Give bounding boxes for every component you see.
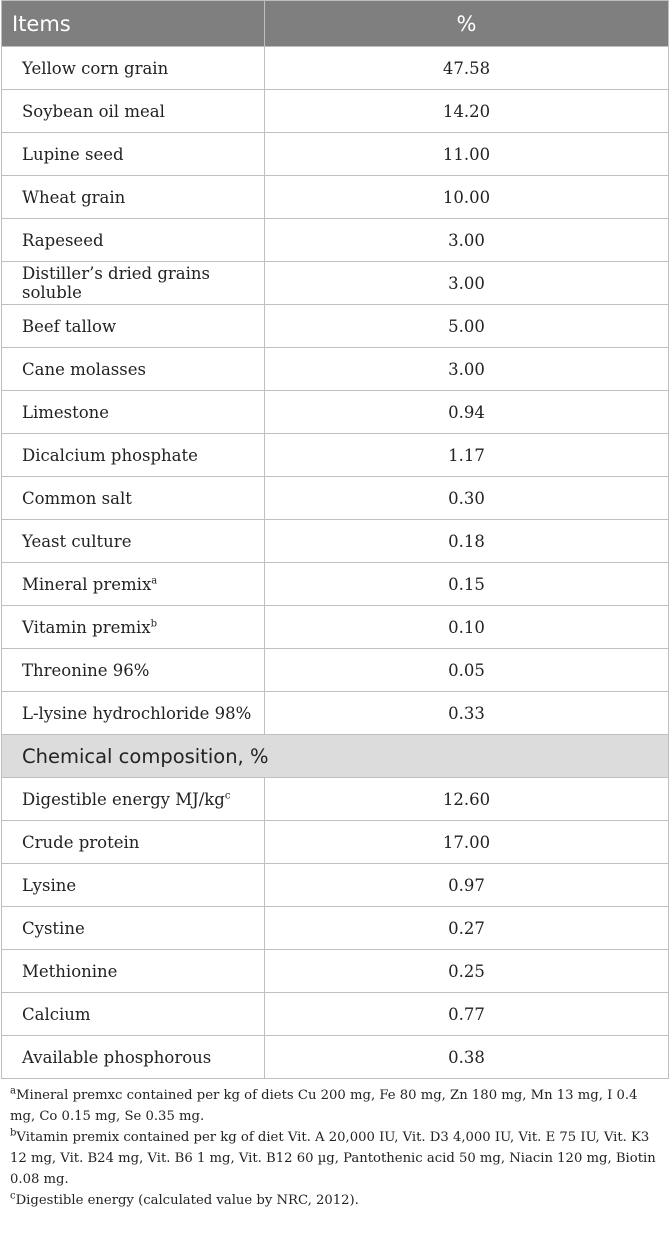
footnote-text: Vitamin premix contained per kg of diet Vit. A 20,000 IU, Vit. D3 4,000 IU, Vit. E 75 IU, Vit. K3 12 mg, Vit. B24 mg, Vit. B6 1 mg, Vit. B12 60 µg, Pantothenic acid 50 mg, Niacin 120 mg, Biotin 0.08 mg. (10, 1130, 656, 1187)
row-label-text: Limestone (22, 402, 110, 422)
row-value: 47.58 (265, 47, 669, 90)
footnote-mark: a (10, 1085, 16, 1097)
row-label-text: Beef tallow (22, 316, 117, 336)
row-label-text: Digestible energy MJ/kg (22, 789, 225, 809)
row-label-text: Wheat grain (22, 187, 126, 207)
row-label (2, 305, 265, 348)
row-value: 0.38 (265, 1036, 669, 1079)
section-title: Chemical composition, % (2, 735, 669, 778)
row-label (2, 219, 265, 262)
row-label-text: Calcium (22, 1004, 91, 1024)
table-row (2, 1036, 669, 1079)
row-value: 0.97 (265, 864, 669, 907)
table-row (2, 90, 669, 133)
table-row (2, 778, 669, 821)
row-value: 0.05 (265, 649, 669, 692)
row-label (2, 993, 265, 1036)
row-value: 0.27 (265, 907, 669, 950)
row-value: 10.00 (265, 176, 669, 219)
row-label (2, 434, 265, 477)
row-value: 5.00 (265, 305, 669, 348)
composition-rows (2, 778, 669, 1079)
row-label-text: Mineral premix (22, 574, 152, 594)
row-label (2, 692, 265, 735)
row-value: 0.10 (265, 606, 669, 649)
row-label (2, 907, 265, 950)
footnote (10, 1127, 656, 1190)
table-row (2, 649, 669, 692)
table-row (2, 563, 669, 606)
row-value: 3.00 (265, 219, 669, 262)
row-label-text: Crude protein (22, 832, 140, 852)
row-value: 0.77 (265, 993, 669, 1036)
row-label-text: Methionine (22, 961, 118, 981)
footnote-text: Digestible energy (calculated value by NRC, 2012). (15, 1193, 359, 1208)
row-label-text: Yellow corn grain (22, 58, 169, 78)
row-label (2, 864, 265, 907)
footnote-mark: b (10, 1127, 17, 1139)
footnote (10, 1085, 656, 1127)
row-value: 3.00 (265, 262, 669, 305)
row-label-text: Lysine (22, 875, 77, 895)
row-value: 0.15 (265, 563, 669, 606)
table-row (2, 993, 669, 1036)
row-label (2, 1036, 265, 1079)
table-row (2, 391, 669, 434)
table-row (2, 434, 669, 477)
diet-composition-table (1, 0, 669, 1079)
row-label-text: Soybean oil meal (22, 101, 165, 121)
row-value: 1.17 (265, 434, 669, 477)
row-label-text: Dicalcium phosphate (22, 445, 198, 465)
row-label-text: Cane molasses (22, 359, 146, 379)
row-label (2, 348, 265, 391)
table-row (2, 47, 669, 90)
table-row (2, 176, 669, 219)
table-row (2, 305, 669, 348)
table-row (2, 348, 669, 391)
footnote-marker: a (151, 575, 158, 586)
footnote (10, 1190, 656, 1211)
table-row (2, 950, 669, 993)
row-label-text: Threonine 96% (22, 660, 150, 680)
row-label (2, 649, 265, 692)
row-label (2, 90, 265, 133)
table-row (2, 692, 669, 735)
footnote-marker: b (150, 618, 158, 629)
table-row (2, 907, 669, 950)
row-label (2, 950, 265, 993)
row-label (2, 477, 265, 520)
table-header-row (2, 1, 669, 47)
row-value: 14.20 (265, 90, 669, 133)
header-items: Items (2, 1, 265, 47)
footnote-marker: c (224, 790, 231, 801)
row-label-text: Yeast culture (22, 531, 132, 551)
row-label (2, 520, 265, 563)
row-label (2, 606, 265, 649)
table-row (2, 821, 669, 864)
row-value: 0.18 (265, 520, 669, 563)
row-value: 11.00 (265, 133, 669, 176)
row-label (2, 563, 265, 606)
footnote-text: Mineral premxc contained per kg of diets Cu 200 mg, Fe 80 mg, Zn 180 mg, Mn 13 mg, I 0.4 mg, Co 0.15 mg, Se 0.35 mg. (10, 1088, 638, 1124)
row-label-text: Vitamin premix (22, 617, 151, 637)
table-row (2, 133, 669, 176)
row-label-text: Common salt (22, 488, 132, 508)
header-percent: % (265, 1, 669, 47)
table-row (2, 864, 669, 907)
row-label (2, 778, 265, 821)
row-label (2, 47, 265, 90)
row-value: 0.33 (265, 692, 669, 735)
row-value: 0.25 (265, 950, 669, 993)
row-value: 12.60 (265, 778, 669, 821)
row-label-text: Available phosphorous (22, 1047, 212, 1067)
ingredient-rows (2, 47, 669, 735)
footnotes (0, 1079, 670, 1211)
footnote-mark: c (10, 1190, 16, 1202)
row-value: 17.00 (265, 821, 669, 864)
row-label-text: L-lysine hydrochloride 98% (22, 703, 252, 723)
row-label (2, 262, 265, 305)
row-label (2, 176, 265, 219)
row-label (2, 821, 265, 864)
row-value: 0.30 (265, 477, 669, 520)
row-label (2, 391, 265, 434)
table-row (2, 219, 669, 262)
row-label-text: Lupine seed (22, 144, 124, 164)
row-label-text: Rapeseed (22, 230, 104, 250)
row-value: 0.94 (265, 391, 669, 434)
section-row (2, 735, 669, 778)
table-row (2, 262, 669, 305)
table-row (2, 477, 669, 520)
row-label-text: Cystine (22, 918, 85, 938)
row-label-text: Distiller’s dried grains soluble (22, 264, 211, 302)
row-label (2, 133, 265, 176)
table-row (2, 606, 669, 649)
row-value: 3.00 (265, 348, 669, 391)
table-row (2, 520, 669, 563)
